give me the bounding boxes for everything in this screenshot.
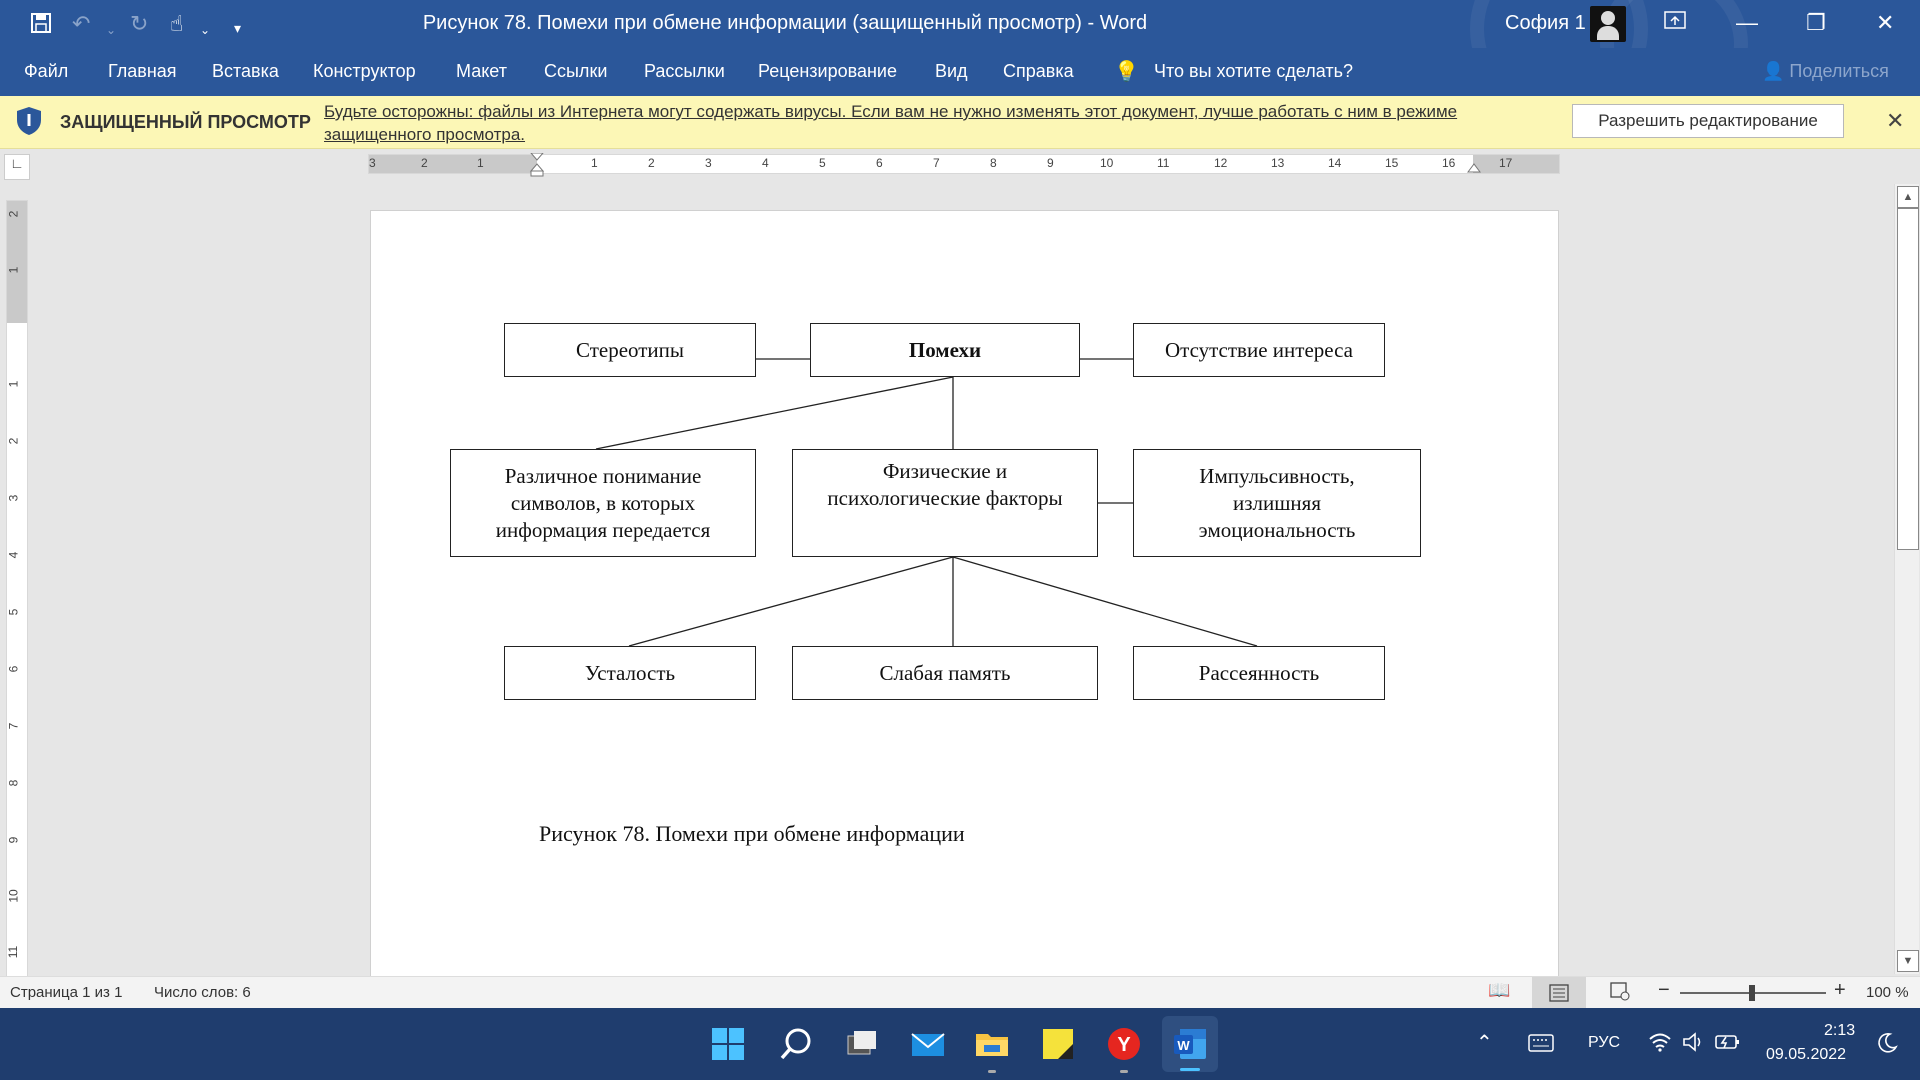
search-icon[interactable] (778, 1026, 814, 1062)
minimize-icon[interactable]: — (1736, 10, 1758, 35)
diagram-box-physical-psychological (792, 449, 1098, 557)
ruler-number: 5 (6, 608, 21, 616)
sticky-notes-icon[interactable] (1040, 1026, 1076, 1062)
word-app-icon (1172, 1026, 1208, 1062)
notifications-icon[interactable] (1876, 1032, 1898, 1054)
avatar[interactable] (1590, 6, 1626, 42)
tab-insert[interactable]: Вставка (212, 61, 279, 81)
customize-toolbar-icon[interactable]: ▾ (234, 20, 242, 36)
wifi-icon[interactable] (1648, 1032, 1672, 1052)
ruler-number: 4 (6, 551, 21, 559)
ruler-number: 17 (1499, 156, 1513, 170)
zoom-level[interactable]: 100 % (1866, 984, 1909, 1001)
zoom-slider-thumb[interactable] (1749, 985, 1755, 1001)
ruler-number: 14 (1328, 156, 1342, 170)
box-label: Физические и (882, 459, 1008, 483)
ruler-number: 3 (705, 156, 712, 170)
tab-mailings[interactable]: Рассылки (644, 61, 725, 81)
scroll-down-icon[interactable]: ▼ (1897, 950, 1919, 972)
person-icon: 👤 (1762, 61, 1790, 81)
diagram-box-impulsiveness (1133, 449, 1421, 557)
svg-text:Y: Y (1117, 1034, 1131, 1056)
vertical-ruler[interactable] (6, 200, 28, 982)
share-label: Поделиться (1789, 61, 1889, 81)
input-language[interactable]: РУС (1588, 1034, 1621, 1051)
tab-home[interactable]: Главная (108, 61, 177, 81)
clock-time[interactable]: 2:13 (1824, 1022, 1856, 1039)
svg-text:W: W (1177, 1038, 1190, 1053)
ruler-number: 11 (6, 945, 21, 959)
undo-dropdown-icon[interactable]: ⌄ (106, 23, 117, 37)
box-label: Импульсивность, (1199, 463, 1355, 488)
ruler-number: 1 (6, 380, 21, 388)
box-label: психологические факторы (827, 486, 1063, 510)
word-count[interactable]: Число слов: 6 (154, 984, 251, 1001)
battery-icon[interactable] (1714, 1032, 1742, 1052)
ruler-number: 4 (762, 156, 769, 170)
connector-line (953, 557, 1257, 646)
page-count[interactable]: Страница 1 из 1 (10, 984, 123, 1001)
ruler-number: 3 (369, 156, 376, 170)
protected-view-bar (0, 96, 1920, 149)
tab-layout[interactable]: Макет (456, 61, 507, 81)
box-label: Рассеянность (1198, 660, 1320, 685)
ruler-number: 6 (6, 665, 21, 673)
mail-icon[interactable] (910, 1026, 946, 1062)
ruler-number: 2 (421, 156, 428, 170)
ruler-number: 8 (6, 779, 21, 787)
ruler-number: 1 (477, 156, 484, 170)
running-indicator (988, 1070, 996, 1073)
task-view-icon[interactable] (844, 1026, 880, 1062)
ruler-number: 10 (6, 889, 21, 903)
taskbar (0, 1008, 1920, 1080)
vertical-scrollbar[interactable] (1894, 184, 1919, 974)
protected-view-message-link[interactable]: Будьте осторожны: файлы из Интернета могут содержать вирусы. Если вам не нужно изменять этот документ, лучше работать с ним в режиме защищенного просмотра. (324, 102, 1458, 144)
ruler-number: 9 (1047, 156, 1054, 170)
ruler-number: 2 (648, 156, 655, 170)
diagram-box-interference (810, 323, 1080, 377)
touch-dropdown-icon[interactable]: ⌄ (200, 23, 211, 37)
print-layout-button[interactable] (1532, 977, 1586, 1009)
diagram-box-distraction (1133, 646, 1385, 700)
ruler-number: 16 (1442, 156, 1456, 170)
ruler-number: 11 (1157, 156, 1170, 170)
box-label: излишняя (1233, 490, 1321, 515)
redo-icon[interactable]: ↻ (130, 11, 149, 36)
box-label: Слабая память (879, 660, 1011, 685)
diagram-box-symbols (450, 449, 756, 557)
user-name[interactable]: София 1 (1505, 12, 1586, 34)
chevron-up-icon[interactable]: ⌃ (1476, 1032, 1493, 1054)
restore-icon[interactable]: ❐ (1806, 10, 1826, 35)
enable-editing-button[interactable]: Разрешить редактирование (1572, 104, 1844, 138)
zoom-in-icon[interactable]: + (1834, 979, 1846, 1001)
diagram-box-weak-memory (792, 646, 1098, 700)
ruler-number: 3 (6, 494, 21, 502)
window-title: Рисунок 78. Помехи при обмене информации (защищенный просмотр) - Word (422, 12, 1148, 34)
shield-icon (16, 106, 42, 136)
close-window-icon[interactable]: ✕ (1876, 10, 1895, 35)
lightbulb-icon[interactable]: 💡 (1114, 61, 1139, 83)
ruler-number: 2 (6, 437, 21, 445)
running-indicator (1120, 1070, 1128, 1073)
print-layout-icon (1549, 984, 1569, 1002)
touch-mode-icon[interactable]: ☝ (170, 11, 184, 36)
ruler-number: 1 (6, 266, 21, 274)
keyboard-icon[interactable] (1528, 1034, 1554, 1052)
zoom-out-icon[interactable]: − (1658, 979, 1670, 1001)
ribbon-display-options-icon[interactable] (1664, 10, 1686, 36)
connector-line (629, 557, 953, 646)
tab-review[interactable]: Рецензирование (758, 61, 897, 81)
indent-marker-icon[interactable] (529, 153, 545, 177)
web-layout-icon[interactable] (1610, 981, 1630, 1005)
tab-design[interactable]: Конструктор (313, 61, 416, 81)
undo-icon[interactable]: ↶ (72, 11, 91, 36)
windows-start-icon[interactable] (710, 1026, 746, 1062)
connector-line (596, 377, 953, 449)
document-page[interactable] (370, 210, 1559, 1002)
box-label: символов, в которых (510, 490, 696, 515)
tell-me-search[interactable]: Что вы хотите сделать? (1154, 61, 1353, 81)
status-bar (0, 976, 1920, 1009)
box-label: Помехи (908, 337, 982, 362)
ruler-number: 10 (1100, 156, 1114, 170)
diagram-box-stereotypes (504, 323, 756, 377)
ruler-number: 5 (819, 156, 826, 170)
box-label: Стереотипы (575, 337, 685, 362)
active-indicator (1180, 1068, 1200, 1071)
read-mode-icon[interactable]: 📖 (1488, 980, 1511, 1000)
ruler-number: 6 (876, 156, 883, 170)
yandex-browser-icon[interactable] (1106, 1026, 1142, 1062)
diagram-box-no-interest (1133, 323, 1385, 377)
tab-references[interactable]: Ссылки (544, 61, 608, 81)
ruler-number: 15 (1385, 156, 1399, 170)
ruler-number: 7 (933, 156, 940, 170)
tab-selector[interactable]: ∟ (4, 154, 30, 180)
share-button[interactable] (1762, 61, 1889, 82)
tab-help[interactable]: Справка (1003, 61, 1074, 81)
horizontal-ruler[interactable] (368, 154, 1560, 174)
box-label: эмоциональность (1198, 517, 1356, 542)
ruler-number: 8 (990, 156, 997, 170)
ruler-number: 12 (1214, 156, 1228, 170)
box-label: Различное понимание (504, 463, 702, 488)
ruler-number: 9 (6, 836, 21, 844)
ribbon-tabs (0, 48, 1920, 96)
box-label: Усталость (584, 660, 676, 685)
volume-icon[interactable] (1682, 1032, 1706, 1052)
scroll-thumb[interactable] (1897, 208, 1919, 550)
tab-view[interactable]: Вид (935, 61, 968, 81)
ruler-number: 7 (6, 722, 21, 730)
scroll-up-icon[interactable]: ▲ (1897, 186, 1919, 208)
ruler-number: 1 (591, 156, 598, 170)
ruler-number: 13 (1271, 156, 1285, 170)
close-bar-icon[interactable]: ✕ (1886, 108, 1905, 133)
protected-view-label: ЗАЩИЩЕННЫЙ ПРОСМОТР (60, 112, 311, 132)
ruler-number: 2 (6, 210, 21, 218)
figure-caption: Рисунок 78. Помехи при обмене информации (539, 821, 965, 846)
box-label: Отсутствие интереса (1164, 337, 1353, 362)
right-indent-marker-icon[interactable] (1467, 159, 1481, 173)
diagram-box-fatigue (504, 646, 756, 700)
box-label: информация передается (495, 517, 711, 542)
clock-date[interactable]: 09.05.2022 (1766, 1046, 1847, 1063)
title-bar (0, 0, 1920, 48)
file-explorer-icon[interactable] (974, 1026, 1010, 1062)
word-taskbar-button[interactable] (1162, 1016, 1218, 1072)
tab-file[interactable]: Файл (24, 61, 69, 81)
